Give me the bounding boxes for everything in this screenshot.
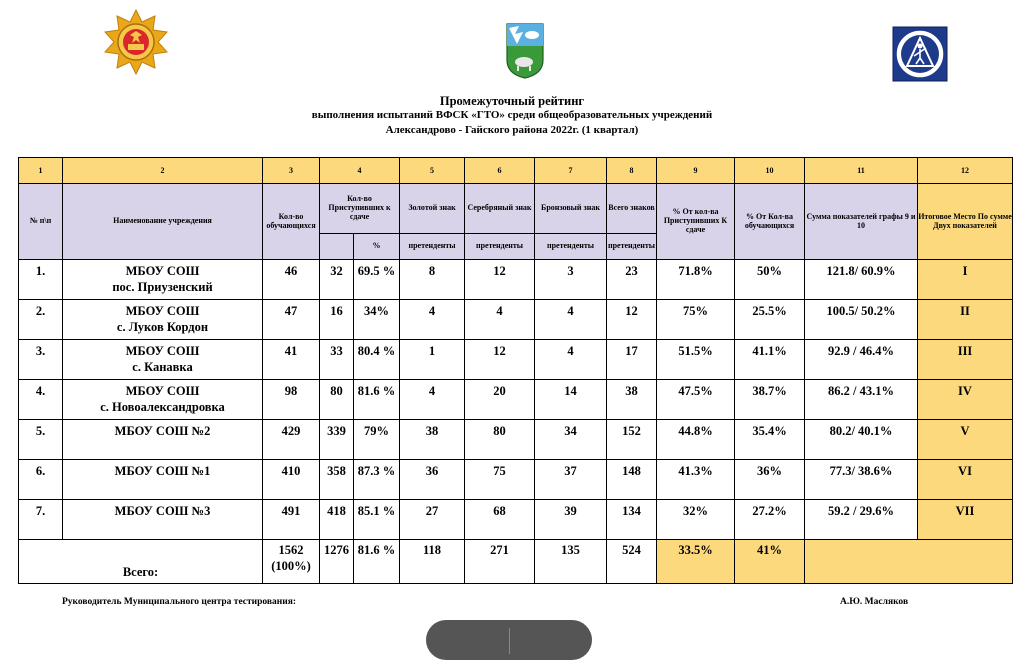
cell-silver: 68 [465, 500, 535, 540]
cell-gold: 36 [400, 460, 465, 500]
cell-pct-students: 38.7% [735, 380, 805, 420]
cell-applied: 33 [320, 340, 354, 380]
cell-applied-pct: 79% [354, 420, 400, 460]
row-no: 1. [19, 260, 63, 300]
table-row [19, 420, 1013, 460]
cell-bronze: 39 [535, 500, 607, 540]
cell-total: 148 [607, 460, 657, 500]
table-row [19, 340, 1013, 380]
cell-silver: 20 [465, 380, 535, 420]
coat-of-arms-icon [505, 22, 545, 80]
cell-bronze: 34 [535, 420, 607, 460]
col-num: 4 [320, 158, 400, 184]
cell-gold: 1 [400, 340, 465, 380]
cell-silver: 4 [465, 300, 535, 340]
total-label: Всего: [19, 540, 263, 584]
rating-table [18, 157, 1013, 584]
school-name: МБОУ СОШ №2 [63, 420, 263, 460]
row-no: 7. [19, 500, 63, 540]
subheader-contenders: претенденты [400, 234, 465, 260]
subheader-contenders: претенденты [535, 234, 607, 260]
cell-applied: 358 [320, 460, 354, 500]
col-num: 7 [535, 158, 607, 184]
header-name: Наименование учреждения [63, 184, 263, 260]
header-no: № п\п [19, 184, 63, 260]
cell-pct-applied: 51.5% [657, 340, 735, 380]
total-row [19, 540, 1013, 584]
school-name-line1: МБОУ СОШ [125, 304, 200, 318]
cell-sum: 59.2 / 29.6% [805, 500, 918, 540]
total-silver: 271 [465, 540, 535, 584]
cell-place: V [918, 420, 1013, 460]
cell-pct-students: 41.1% [735, 340, 805, 380]
cell-place: VII [918, 500, 1013, 540]
cell-applied-pct: 69.5 % [354, 260, 400, 300]
cell-applied-pct: 85.1 % [354, 500, 400, 540]
cell-pct-students: 36% [735, 460, 805, 500]
column-number-row [19, 158, 1013, 184]
school-name [63, 380, 263, 420]
school-name-line2: с. Луков Кордон [116, 319, 209, 334]
table-row [19, 380, 1013, 420]
cell-total: 134 [607, 500, 657, 540]
subheader-applied-count [320, 234, 354, 260]
cell-students: 47 [263, 300, 320, 340]
cell-sum: 92.9 / 46.4% [805, 340, 918, 380]
cell-gold: 27 [400, 500, 465, 540]
cell-students: 410 [263, 460, 320, 500]
report-subtitle-region: Александрово - Гайского района 2022г. (1 квартал) [385, 124, 639, 136]
cell-applied-pct: 81.6 % [354, 380, 400, 420]
subheader-contenders: претенденты [465, 234, 535, 260]
footer-signatory: А.Ю. Масляков [840, 597, 909, 607]
header-silver: Серебряный знак [465, 184, 535, 234]
total-bronze: 135 [535, 540, 607, 584]
header-pct-applied: % От кол-ва Приступивших К сдаче [657, 184, 735, 260]
school-name: МБОУ СОШ №3 [63, 500, 263, 540]
col-num: 3 [263, 158, 320, 184]
cell-students: 491 [263, 500, 320, 540]
cell-pct-applied: 44.8% [657, 420, 735, 460]
header-place: Итоговое Место По сумме Двух показателей [918, 184, 1013, 260]
cell-applied: 80 [320, 380, 354, 420]
col-num: 1 [19, 158, 63, 184]
cell-students: 41 [263, 340, 320, 380]
row-no: 6. [19, 460, 63, 500]
col-num: 12 [918, 158, 1013, 184]
cell-sum: 80.2/ 40.1% [805, 420, 918, 460]
row-no: 2. [19, 300, 63, 340]
school-name [63, 300, 263, 340]
table-row [19, 500, 1013, 540]
cell-silver: 80 [465, 420, 535, 460]
total-students: 1562 (100%) [263, 540, 320, 584]
table-row [19, 260, 1013, 300]
school-name-line1: МБОУ СОШ [125, 344, 200, 358]
cell-place: III [918, 340, 1013, 380]
cell-applied: 32 [320, 260, 354, 300]
col-num: 11 [805, 158, 918, 184]
cell-bronze: 37 [535, 460, 607, 500]
cell-pct-applied: 47.5% [657, 380, 735, 420]
col-num: 9 [657, 158, 735, 184]
cell-place: I [918, 260, 1013, 300]
cell-bronze: 14 [535, 380, 607, 420]
header-sum: Сумма показателей графы 9 и 10 [805, 184, 918, 260]
cell-total: 38 [607, 380, 657, 420]
cell-place: II [918, 300, 1013, 340]
viewer-nav-pill[interactable] [426, 620, 592, 660]
cell-bronze: 4 [535, 340, 607, 380]
school-name: МБОУ СОШ №1 [63, 460, 263, 500]
testing-center-emblem-icon [892, 26, 948, 82]
school-name-line2: пос. Приузенский [112, 279, 213, 294]
cell-students: 98 [263, 380, 320, 420]
row-no: 3. [19, 340, 63, 380]
cell-gold: 4 [400, 380, 465, 420]
col-num: 2 [63, 158, 263, 184]
cell-applied-pct: 80.4 % [354, 340, 400, 380]
cell-applied-pct: 87.3 % [354, 460, 400, 500]
cell-pct-applied: 32% [657, 500, 735, 540]
header-pct-students: % От Кол-ва обучающихся [735, 184, 805, 260]
cell-pct-students: 25.5% [735, 300, 805, 340]
total-applied-pct: 81.6 % [354, 540, 400, 584]
total-pct-applied: 33.5% [657, 540, 735, 584]
header-bronze: Бронзовый знак [535, 184, 607, 234]
cell-place: IV [918, 380, 1013, 420]
col-num: 10 [735, 158, 805, 184]
cell-pct-students: 35.4% [735, 420, 805, 460]
total-signs: 524 [607, 540, 657, 584]
cell-gold: 38 [400, 420, 465, 460]
cell-applied: 418 [320, 500, 354, 540]
cell-sum: 121.8/ 60.9% [805, 260, 918, 300]
cell-gold: 8 [400, 260, 465, 300]
cell-students: 46 [263, 260, 320, 300]
footer-position: Руководитель Муниципального центра тестирования: [62, 597, 297, 607]
cell-total: 12 [607, 300, 657, 340]
cell-sum: 77.3/ 38.6% [805, 460, 918, 500]
cell-silver: 12 [465, 340, 535, 380]
cell-applied: 16 [320, 300, 354, 340]
gto-badge-icon [102, 8, 170, 76]
cell-total: 152 [607, 420, 657, 460]
cell-gold: 4 [400, 300, 465, 340]
col-num: 5 [400, 158, 465, 184]
cell-students: 429 [263, 420, 320, 460]
header-applied: Кол-во Приступивших к сдаче [320, 184, 400, 234]
row-no: 5. [19, 420, 63, 460]
total-applied: 1276 [320, 540, 354, 584]
subheader-applied-pct: % [354, 234, 400, 260]
header-row [19, 184, 1013, 234]
cell-total: 23 [607, 260, 657, 300]
cell-silver: 75 [465, 460, 535, 500]
table-row [19, 460, 1013, 500]
cell-place: VI [918, 460, 1013, 500]
cell-sum: 86.2 / 43.1% [805, 380, 918, 420]
total-empty [805, 540, 1013, 584]
cell-bronze: 3 [535, 260, 607, 300]
total-pct-students: 41% [735, 540, 805, 584]
total-gold: 118 [400, 540, 465, 584]
col-num: 6 [465, 158, 535, 184]
cell-applied: 339 [320, 420, 354, 460]
school-name-line2: с. Канавка [132, 359, 193, 374]
col-num: 8 [607, 158, 657, 184]
row-no: 4. [19, 380, 63, 420]
school-name [63, 340, 263, 380]
school-name-line1: МБОУ СОШ [125, 384, 200, 398]
cell-pct-applied: 41.3% [657, 460, 735, 500]
school-name [63, 260, 263, 300]
report-title: Промежуточный рейтинг [439, 94, 585, 108]
cell-pct-students: 50% [735, 260, 805, 300]
subheader-contenders: претенденты [607, 234, 657, 260]
nav-divider [509, 628, 510, 654]
school-name-line1: МБОУ СОШ [125, 264, 200, 278]
header-students: Кол-во обучающихся [263, 184, 320, 260]
table-row [19, 300, 1013, 340]
cell-pct-students: 27.2% [735, 500, 805, 540]
cell-total: 17 [607, 340, 657, 380]
header-total-signs: Всего знаков [607, 184, 657, 234]
cell-applied-pct: 34% [354, 300, 400, 340]
cell-silver: 12 [465, 260, 535, 300]
cell-bronze: 4 [535, 300, 607, 340]
report-subtitle: выполнения испытаний ВФСК «ГТО» среди общеобразовательных учреждений [311, 109, 713, 121]
cell-sum: 100.5/ 50.2% [805, 300, 918, 340]
cell-pct-applied: 75% [657, 300, 735, 340]
school-name-line2: с. Новоалександровка [100, 399, 225, 414]
header-gold: Золотой знак [400, 184, 465, 234]
cell-pct-applied: 71.8% [657, 260, 735, 300]
